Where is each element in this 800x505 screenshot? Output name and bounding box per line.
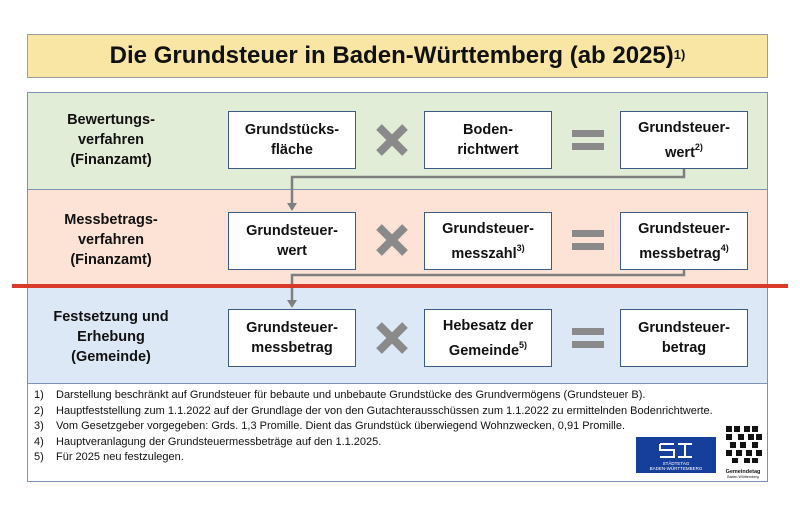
diagram-title (27, 34, 768, 78)
multiply-icon (374, 320, 410, 356)
box-hebesatz: Hebesatz der Gemeinde$^{5)}$ (424, 309, 552, 367)
gemeindetag-mark-icon (722, 424, 764, 464)
staedtetag-logo: STÄDTETAG BADEN-WÜRTTEMBERG (636, 437, 716, 473)
row-label-festsetzung: Festsetzung und Erhebung (Gemeinde) (53, 309, 169, 365)
footnote-item: 4) Hauptveranlagung der Grundsteuermessbeträge auf den 1.1.2025. (34, 435, 382, 448)
multiply-icon (374, 222, 410, 258)
box-grundsteuermesszahl: Grundsteuer- messzahl$^{3)}$ (424, 212, 552, 270)
box-grundsteuerbetrag: Grundsteuer- betrag (620, 309, 748, 367)
staedtetag-mark-icon (658, 440, 694, 460)
box-grundsteuermessbetrag-result: Grundsteuer- messbetrag$^{4)}$ (620, 212, 748, 270)
row-label-bewertung: Bewertungs- verfahren (Finanzamt) (67, 112, 155, 168)
equals-icon (570, 222, 606, 258)
box-bodenrichtwert: Boden- richtwert (424, 111, 552, 169)
divider-line (12, 284, 788, 288)
multiply-icon (374, 122, 410, 158)
footnote-item: 5) Für 2025 neu festzulegen. (34, 451, 184, 463)
row-label-messbetrag: Messbetrags- verfahren (Finanzamt) (64, 212, 158, 268)
footnote-item: 1) Darstellung beschränkt auf Grundsteuer für bebaute und unbebaute Grundstücke des Grundvermögens (Grundsteuer B). (34, 389, 646, 401)
box-grundsteuermessbetrag: Grundsteuer- messbetrag (228, 309, 356, 367)
equals-icon (570, 320, 606, 356)
footnote-item: 3) Vom Gesetzgeber vorgegeben: Grds. 1,3 Promille. Dient das Grundstück überwiegend Wohnzwecken, 0,91 Promille. (34, 420, 626, 432)
box-grundstuecksflaeche: Grundstücks- fläche (228, 111, 356, 169)
gemeindetag-logo: Gemeindetag Baden-Württemberg (722, 424, 764, 480)
equals-icon (570, 122, 606, 158)
footnote-item: 2) Hauptfeststellung zum 1.1.2022 auf der Grundlage der von den Gutachterausschüssen zum 1.1.2022 zu ermittelnden Bodenrichtwerte. (34, 404, 713, 417)
title-footnote-ref: 1) (673, 46, 686, 62)
box-grundsteuerwert-result: Grundsteuer- wert$^{2)}$ (620, 111, 748, 169)
title-text: Die Grundsteuer in Baden-Württemberg (ab 2025) (109, 42, 674, 69)
box-grundsteuerwert: Grundsteuer- wert (228, 212, 356, 270)
